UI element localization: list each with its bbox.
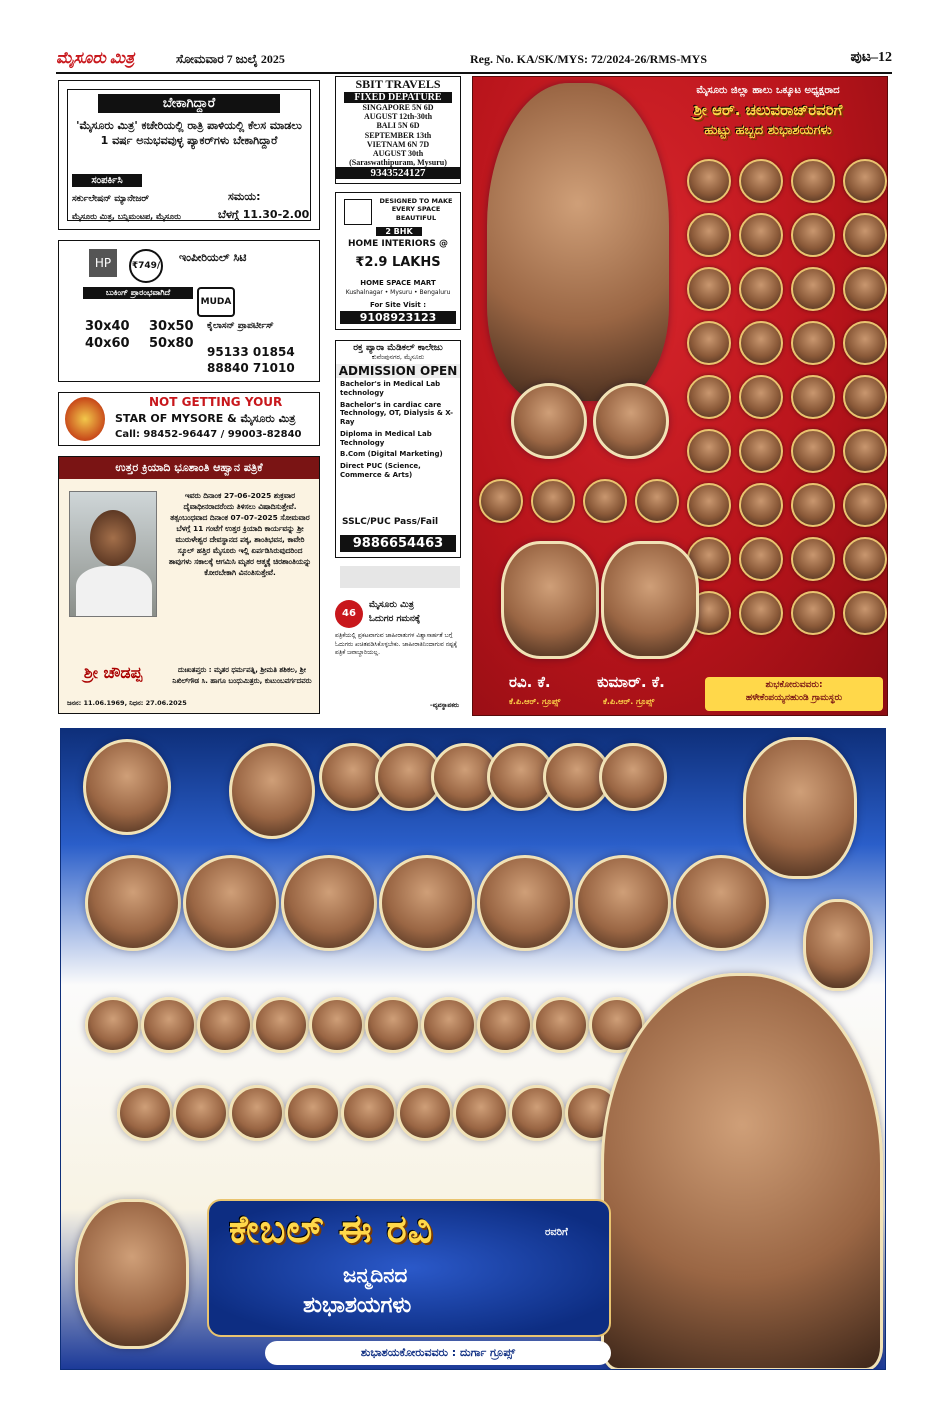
header-rule	[56, 72, 892, 74]
portrait-thumb	[791, 213, 835, 257]
registration-number: Reg. No. KA/SK/MYS: 72/2024-26/RMS-MYS	[470, 52, 707, 66]
price-badge: ₹749/	[129, 249, 163, 283]
notice-title: ಓದುಗರ ಗಮನಕ್ಕೆ	[369, 614, 421, 624]
interior-visit: For Site Visit :	[369, 301, 426, 309]
portrait-thumb	[843, 267, 887, 311]
college-title: ರಕ್ತ ಪ್ಯಾರಾ ಮೆಡಿಕಲ್ ಕಾಲೇಜು	[353, 343, 443, 353]
portrait-thumb	[843, 375, 887, 419]
interior-tag: DESIGNED TO MAKE EVERY SPACE BEAUTIFUL	[379, 197, 453, 222]
masthead-logo: ಮೈಸೂರು ಮಿತ್ರ	[56, 50, 135, 67]
realty-brand: ಇಂಪೀರಿಯಲ್ ಸಿಟಿ	[179, 251, 247, 264]
ad2-footer: ಶುಭಾಶಯಕೋರುವವರು : ದುರ್ಗಾ ಗ್ರೂಪ್ಸ್	[265, 1341, 611, 1365]
mascot-icon	[65, 397, 105, 441]
subscription-ad	[58, 392, 320, 446]
blank-placeholder	[340, 566, 460, 588]
interior-brand: HOME SPACE MART	[360, 279, 436, 287]
course-item: Direct PUC (Science, Commerce & Arts)	[340, 462, 421, 479]
birthday-ad-chaluvaraj	[472, 76, 888, 716]
course-item: Bachelor's in Medical Lab technology	[340, 380, 441, 397]
portrait-thumb	[285, 1085, 341, 1141]
portrait-thumb	[281, 855, 377, 951]
portrait-thumb	[843, 213, 887, 257]
eligibility: SSLC/PUC Pass/Fail	[342, 517, 439, 527]
notice-sign: –ವ್ಯವಸ್ಥಾಪಕರು	[429, 702, 459, 709]
portrait-thumb	[341, 1085, 397, 1141]
obituary-name: ಶ್ರೀ ಚೌಡಪ್ಪ	[83, 663, 143, 682]
portrait-thumb	[687, 321, 731, 365]
portrait-thumb	[117, 1085, 173, 1141]
portrait-thumb	[687, 159, 731, 203]
interior-line: HOME INTERIORS @	[347, 239, 449, 249]
page-number: ಪುಟ–12	[850, 50, 892, 65]
notice-brand: ಮೈಸೂರು ಮಿತ್ರ	[369, 600, 414, 610]
travel-title: SBIT TRAVELS	[355, 77, 441, 91]
portrait-thumb	[509, 1085, 565, 1141]
birthday-ad-cable-ravi	[60, 728, 886, 1370]
portrait-thumb	[791, 429, 835, 473]
college-ad	[335, 340, 461, 558]
contact-address: ಮೈಸೂರು ಮಿತ್ರ, ಬನ್ನಿಮಂಟಪ, ಮೈಸೂರು	[72, 212, 181, 221]
interior-phone: 9108923123	[340, 311, 456, 324]
portrait-thumb	[791, 375, 835, 419]
obituary-ad	[58, 456, 320, 714]
portrait-thumb	[687, 429, 731, 473]
course-item: Bachelor's in cardiac care Technology, OT, Dialysis & X-Ray	[340, 400, 454, 426]
travel-line: AUGUST 30th	[372, 148, 424, 158]
portrait-thumb	[739, 267, 783, 311]
portrait-thumb	[843, 429, 887, 473]
ad1-person2-sub: ಕೆ.ಪಿ.ಆರ್. ಗ್ರೂಪ್ಸ್	[603, 697, 655, 706]
portrait-thumb	[397, 1085, 453, 1141]
interior-price: ₹2.9 LAKHS	[355, 255, 441, 270]
portrait-bottom-left	[75, 1199, 189, 1349]
muda-badge: MUDA	[197, 287, 235, 317]
portrait-top-right	[743, 737, 857, 879]
course-item: B.Com (Digital Marketing)	[340, 450, 443, 459]
portrait-thumb	[635, 479, 679, 523]
reader-notice	[335, 598, 461, 716]
sub-amp: &	[227, 412, 237, 425]
contact-person: ಸರ್ಕುಲೇಷನ್ ಮ್ಯಾನೇಜರ್	[72, 194, 149, 204]
portrait-thumb	[477, 855, 573, 951]
ad2-name: ಕೇಬಲ್ ಈ ರವಿ	[229, 1207, 434, 1251]
realty-phone-2: 88840 71010	[207, 361, 295, 375]
portrait-thumb	[739, 213, 783, 257]
sofa-icon	[344, 199, 372, 225]
portrait-thumb	[843, 537, 887, 581]
portrait-thumb	[843, 591, 887, 635]
portrait-thumb	[253, 997, 309, 1053]
portrait-cable-ravi	[601, 973, 883, 1370]
page-header	[56, 46, 892, 72]
portrait-thumb	[687, 375, 731, 419]
portrait-thumb	[531, 479, 575, 523]
course-list	[336, 380, 460, 480]
portrait-thumb	[183, 855, 279, 951]
time-label: ಸಮಯ:	[228, 190, 261, 203]
college-phone: 9886654463	[340, 535, 456, 552]
portrait-top-left	[83, 739, 171, 835]
sub-line-3: ಮೈಸೂರು ಮಿತ್ರ	[240, 412, 296, 425]
interior-ad	[335, 192, 461, 330]
travel-ad	[335, 76, 461, 184]
portrait-thumb	[583, 479, 627, 523]
plot-size: 50x80	[149, 336, 194, 351]
portrait-thumb	[791, 159, 835, 203]
booking-banner: ಬುಕಿಂಗ್ ಪ್ರಾರಂಭವಾಗಿದೆ	[83, 287, 193, 299]
ad2-line3: ಶುಭಾಶಯಗಳು	[303, 1293, 412, 1318]
obituary-dates: ಜನನ: 11.06.1969, ನಿಧನ: 27.06.2025	[67, 699, 187, 707]
interior-cities: Kushalnagar • Mysuru • Bengaluru	[345, 289, 451, 296]
realty-company: ಕೈಲಾಸನ್ ಪ್ರಾಪರ್ಟೀಸ್	[207, 321, 274, 331]
course-item: Diploma in Medical Lab Technology	[340, 429, 432, 447]
portrait-child	[511, 383, 587, 459]
portrait-senior	[229, 743, 315, 839]
portrait-thumb	[791, 483, 835, 527]
travel-line: SEPTEMBER 13th	[364, 130, 432, 140]
portrait-ravi	[501, 541, 599, 659]
portrait-thumb	[479, 479, 523, 523]
portrait-thumb	[197, 997, 253, 1053]
ad1-footer	[705, 677, 883, 711]
travel-phone: 9343524127	[336, 167, 460, 179]
portrait-thumb	[85, 997, 141, 1053]
portrait-thumb	[791, 321, 835, 365]
travel-subtitle: FIXED DEPATURE	[344, 92, 452, 103]
portrait-thumb	[229, 1085, 285, 1141]
portrait-kumar	[601, 541, 699, 659]
portrait-thumb	[141, 997, 197, 1053]
ad1-footer-text: ಹಳೇಕೆಂಪಯ್ಯನಹುಂಡಿ ಗ್ರಾಮಸ್ಥರು	[745, 692, 843, 703]
portrait-youth	[593, 383, 669, 459]
time-value: ಬೆಳಗ್ಗೆ 11.30-2.00	[218, 208, 310, 221]
sub-call: Call: 98452-96447 / 99003-82840	[115, 429, 302, 440]
portrait-thumb	[739, 159, 783, 203]
portrait-thumb	[791, 537, 835, 581]
portrait-thumb	[173, 1085, 229, 1141]
brand-logo-icon: HP	[89, 249, 117, 277]
portrait-thumb	[843, 483, 887, 527]
ad1-person2: ಕುಮಾರ್. ಕೆ.	[597, 673, 665, 691]
ad2-line2: ಜನ್ಮದಿನದ	[343, 1263, 408, 1287]
obituary-title: ಉತ್ತರ ಕ್ರಿಯಾದಿ ಭೂಶಾಂತಿ ಆಹ್ವಾನ ಪತ್ರಿಕೆ	[59, 457, 319, 479]
portrait-thumb	[421, 997, 477, 1053]
ad1-wish: ಹುಟ್ಟು ಹಬ್ಬದ ಶುಭಾಶಯಗಳು	[704, 123, 832, 138]
anniversary-badge: 46	[335, 600, 363, 628]
portrait-thumb	[843, 321, 887, 365]
travel-line: BALI 5N 6D	[376, 121, 420, 131]
portrait-thumb	[673, 855, 769, 951]
portrait-thumb	[85, 855, 181, 951]
ad1-footer-label: ಶುಭಕೋರುವವರು:	[765, 680, 823, 690]
portrait-thumb	[687, 267, 731, 311]
plot-size: 30x50	[149, 319, 194, 334]
ad1-top-line: ಮೈಸೂರು ಜಿಲ್ಲಾ ಹಾಲು ಒಕ್ಕೂಟ ಅಧ್ಯಕ್ಷರಾದ	[696, 85, 840, 96]
portrait-thumb	[687, 213, 731, 257]
college-place: ಕುವೆಂಪುನಗರ, ಮೈಸೂರು	[371, 353, 425, 361]
travel-line: VIETNAM 6N 7D	[366, 139, 430, 149]
portrait-thumb	[575, 855, 671, 951]
portrait-thumb	[739, 483, 783, 527]
portrait-main	[487, 83, 669, 401]
portrait-thumb	[687, 483, 731, 527]
ad1-person1-sub: ಕೆ.ಪಿ.ಆರ್. ಗ್ರೂಪ್ಸ್	[509, 697, 561, 706]
contact-label: ಸಂಪರ್ಕಿಸಿ	[72, 174, 142, 187]
obituary-family: ದುಃಖತಪ್ತರು : ಮೃತರ ಧರ್ಮಪತ್ನಿ, ಶ್ರೀಮತಿ ಶಶಿಕಲ, ಶ್ರೀ ನಿಖಿಲ್‌ಗೌಡ ಸಿ. ಹಾಗೂ ಬಂಧುಮಿತ್ರರು, ಕುಟುಂಬವರ್ಗದವರು	[172, 666, 312, 685]
obituary-body: ಇವರು ದಿನಾಂಕ 27-06-2025 ಶುಕ್ರವಾರ ದೈವಾಧೀನರಾದರೆಂದು ತಿಳಿಸಲು ವಿಷಾದಿಸುತ್ತೇವೆ. ತತ್ಸಂಬಂಧವಾದ ದಿನಾಂಕ 07-07-2025 ಸೋಮವಾರ ಬೆಳಗ್ಗೆ 11 ಗಂಟೆಗೆ ಉತ್ತರ ಕ್ರಿಯಾದಿ ಕಾರ್ಯವನ್ನು ಶ್ರೀ ಮುರುಳೇಶ್ವರ ದೇವಸ್ಥಾನದ ಪಕ್ಕ, ಶಾಂತಿಭವನ, ಕಾವೇರಿ ಸ್ಕೂಲ್ ಹತ್ತಿರ ಮೈಸೂರು ಇಲ್ಲಿ ಏರ್ಪಡಿಸಿರುವುದರಿಂದ ತಾವುಗಳು ಸಕಾಲಕ್ಕೆ ಆಗಮಿಸಿ ಮೃತರ ಆತ್ಮಕ್ಕೆ ಚಿರಶಾಂತಿಯನ್ನು ಕೋರಬೇಕಾಗಿ ವಿನಂತಿಸುತ್ತೇವೆ.	[168, 491, 312, 577]
ad2-title-panel	[207, 1199, 611, 1337]
portrait-thumb	[453, 1085, 509, 1141]
portrait-thumb	[739, 321, 783, 365]
portrait-thumb	[309, 997, 365, 1053]
portrait-thumb	[599, 743, 667, 811]
plot-sizes	[85, 319, 207, 351]
admission-banner: ADMISSION OPEN	[336, 364, 460, 378]
portrait-thumb	[365, 997, 421, 1053]
portrait-woman	[803, 899, 873, 991]
portrait-thumb	[379, 855, 475, 951]
portrait-thumb	[843, 159, 887, 203]
portrait-thumb	[739, 591, 783, 635]
portrait-thumb	[533, 997, 589, 1053]
job-ad	[58, 80, 320, 230]
portrait-thumb	[739, 429, 783, 473]
portrait-thumb	[477, 997, 533, 1053]
ad1-name: ಶ್ರೀ ಆರ್. ಚಲುವರಾಜ್‌ರವರಿಗೆ	[693, 101, 843, 119]
plot-size: 30x40	[85, 319, 130, 334]
job-ad-title: ಬೇಕಾಗಿದ್ದಾರೆ	[98, 94, 280, 113]
realty-ad	[58, 240, 320, 382]
ad2-suffix: ರವರಿಗೆ	[545, 1227, 568, 1238]
ad1-person1: ರವಿ. ಕೆ.	[509, 673, 551, 691]
issue-date: ಸೋಮವಾರ 7 ಜುಲೈ 2025	[176, 52, 285, 66]
notice-body: ಪತ್ರಿಕೆಯಲ್ಲಿ ಪ್ರಕಟವಾಗುವ ಜಾಹೀರಾತುಗಳ ವಿಶ್ವಾಸಾರ್ಹತೆ ಬಗ್ಗೆ ಓದುಗರು ಖಚಿತಪಡಿಸಿಕೊಳ್ಳಬೇಕು. ಜಾಹೀರಾತಿನಿಂದಾಗುವ ನಷ್ಟಕ್ಕೆ ಪತ್ರಿಕೆ ಜವಾಬ್ದಾರಿಯಲ್ಲ.	[335, 632, 458, 657]
travel-line: AUGUST 12th-30th	[363, 112, 433, 122]
portrait-thumb	[739, 375, 783, 419]
portrait-thumb	[791, 267, 835, 311]
portrait-thumb	[739, 537, 783, 581]
sub-line-1: NOT GETTING YOUR	[149, 395, 283, 409]
plot-size: 40x60	[85, 336, 130, 351]
job-ad-body: 'ಮೈಸೂರು ಮಿತ್ರ' ಕಚೇರಿಯಲ್ಲಿ ರಾತ್ರಿ ಪಾಳಿಯಲ್ಲಿ ಕೆಲಸ ಮಾಡಲು 1 ವರ್ಷ ಅನುಭವವುಳ್ಳ ಪ್ಯಾಕರ್‌ಗಳು ಬೇಕಾಗಿದ್ದಾರೆ	[76, 119, 302, 147]
sub-line-2: STAR OF MYSORE	[115, 412, 224, 425]
travel-line: SINGAPORE 5N 6D	[362, 103, 434, 112]
interior-bhk: 2 BHK	[376, 227, 422, 236]
portrait-thumb	[791, 591, 835, 635]
travel-place: (Saraswathipuram, Mysuru)	[349, 158, 447, 168]
obituary-photo	[69, 491, 157, 617]
realty-phone-1: 95133 01854	[207, 345, 295, 359]
